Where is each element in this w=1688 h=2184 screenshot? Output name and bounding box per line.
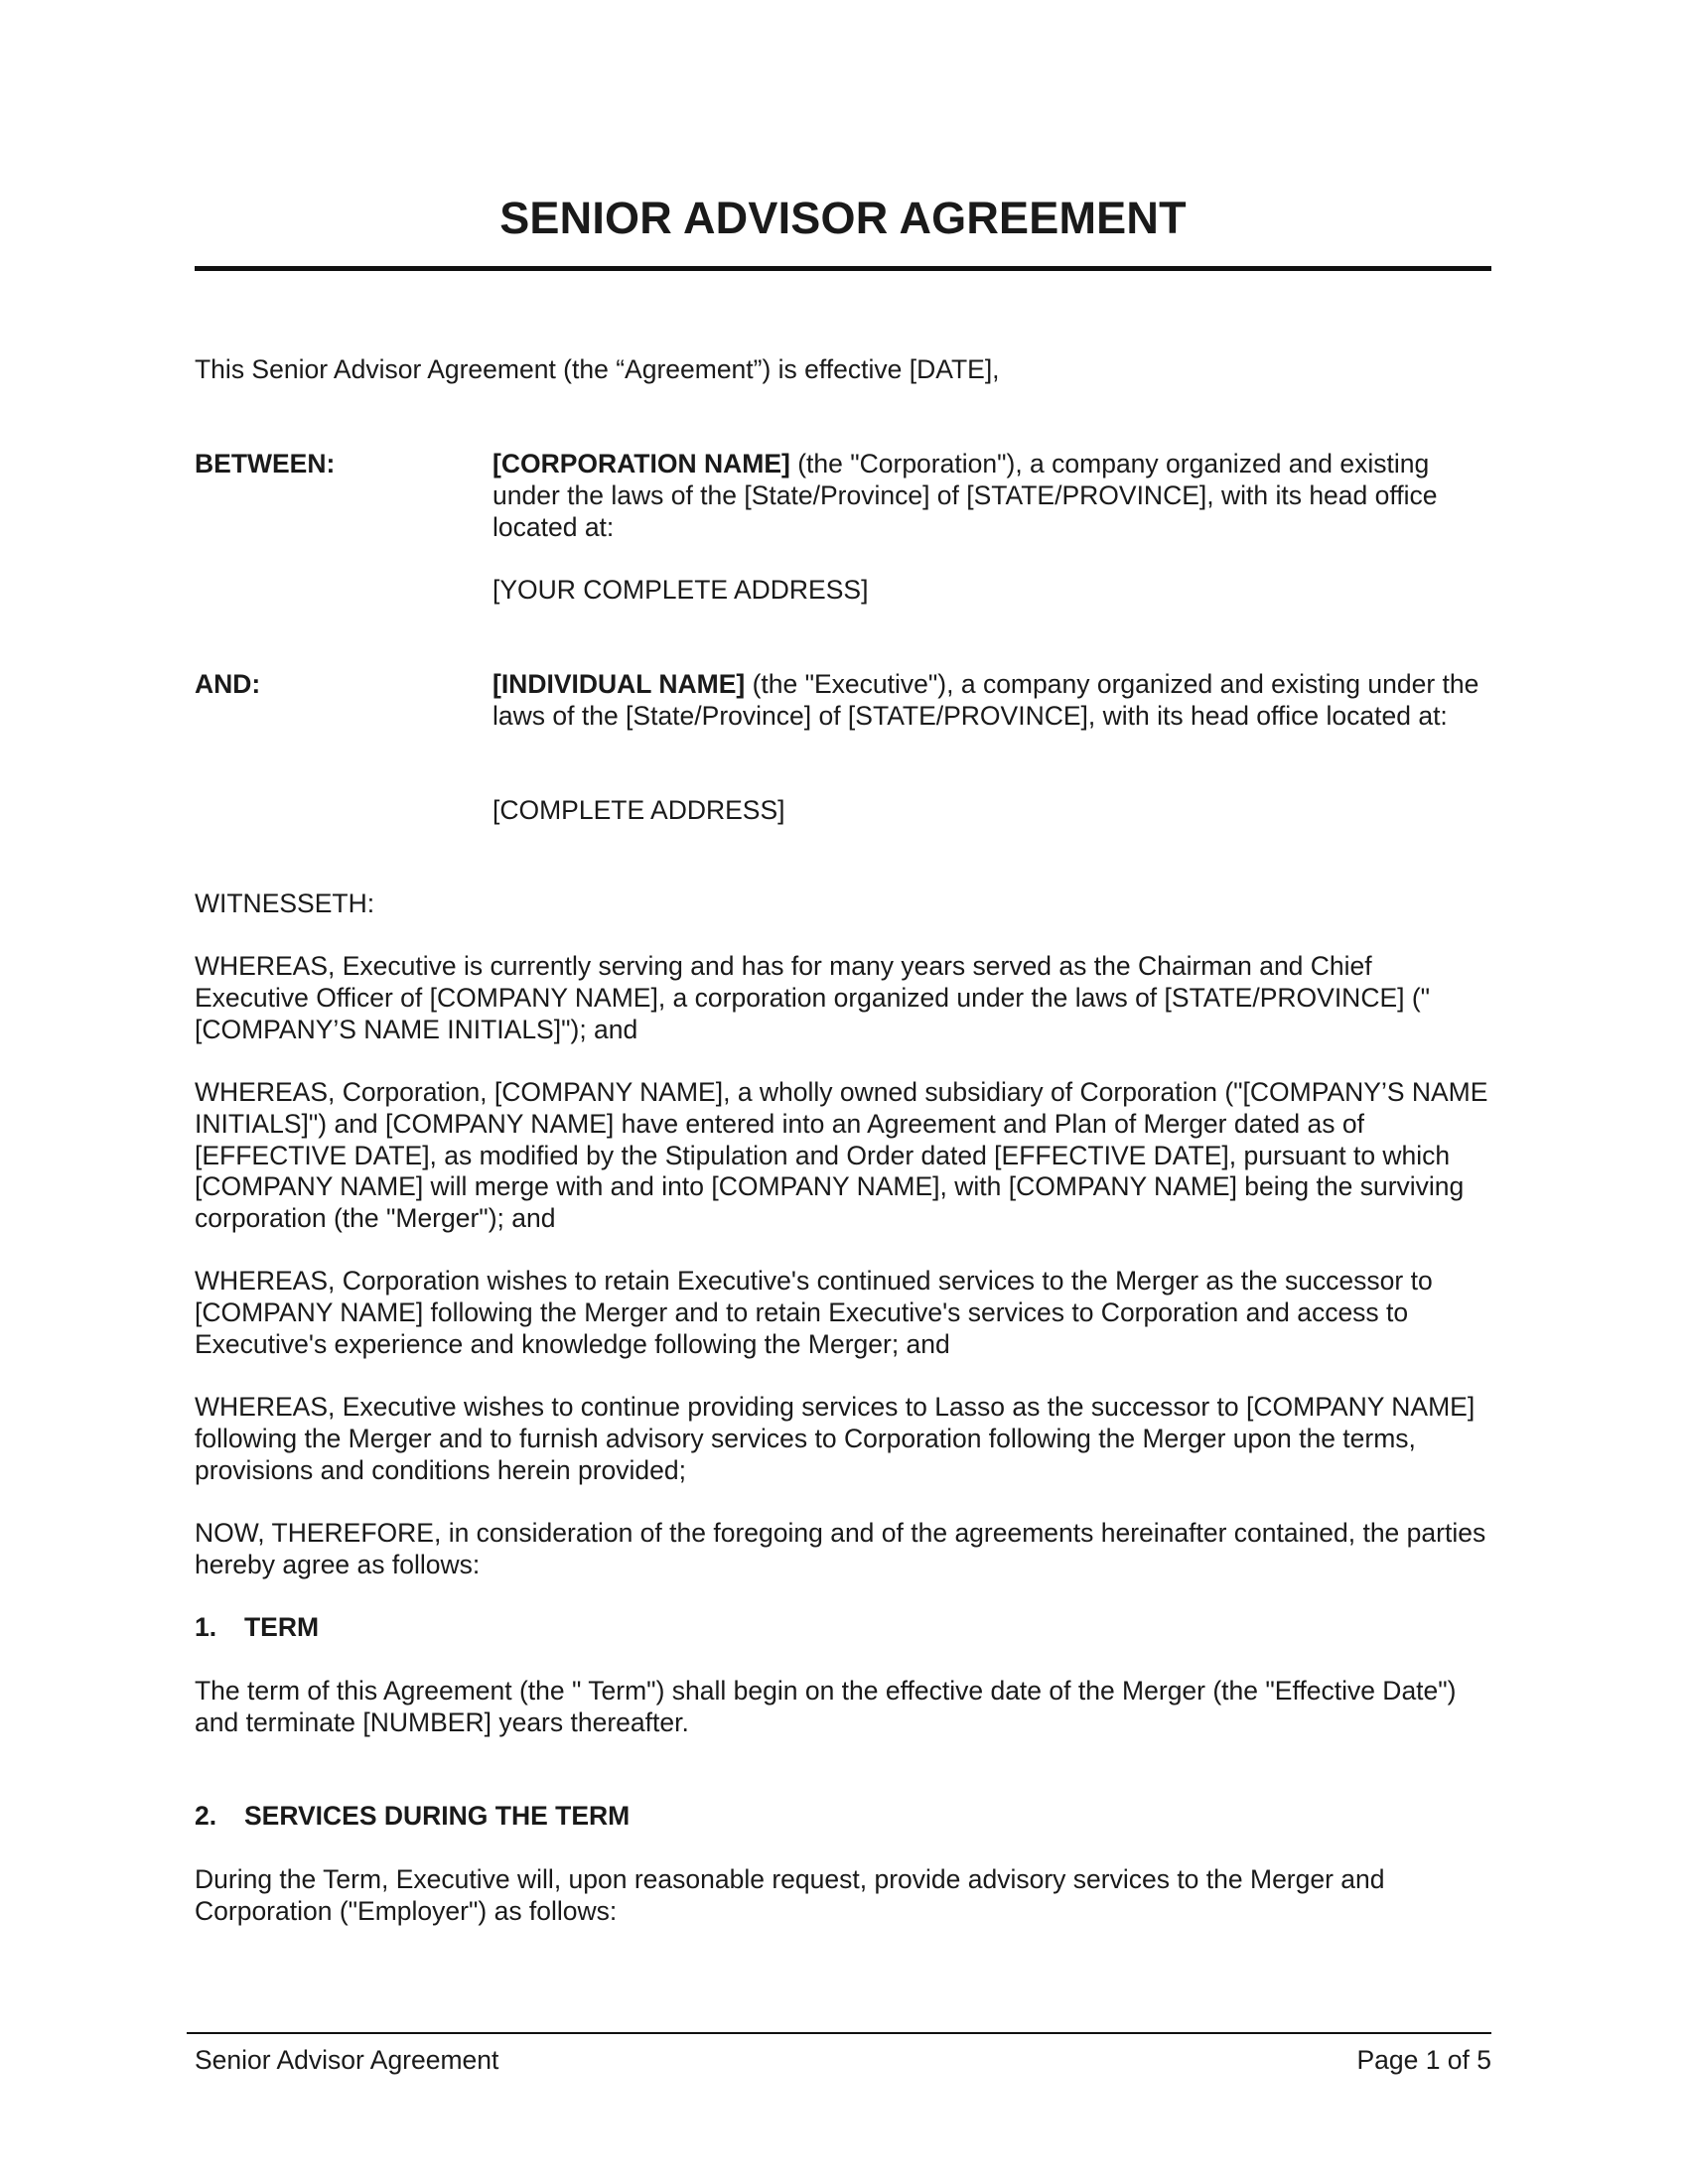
intro-paragraph <box>195 354 1491 386</box>
recital-text: WHEREAS, Corporation wishes to retain Executive's continued services to the Merger as the successor to [COMPANY NAME] following the Merger and to retain Executive's services to Corporation and access to Executive's experience and knowledge following the Merger; and <box>195 1266 1433 1359</box>
witnesseth <box>195 888 1491 920</box>
recital-paragraph <box>195 1518 1491 1581</box>
section-number: 1. <box>195 1612 217 1642</box>
section-number: 2. <box>195 1801 217 1831</box>
party-label: AND: <box>195 669 261 699</box>
party-address: [COMPLETE ADDRESS] <box>492 795 785 825</box>
party-description <box>492 669 1491 733</box>
footer-divider <box>187 2032 1491 2034</box>
footer-page-number: Page 1 of 5 <box>1356 2045 1491 2075</box>
recital-paragraph <box>195 1077 1491 1235</box>
recital-text: WHEREAS, Executive wishes to continue providing services to Lasso as the successor to [COMPANY NAME] following the Merger and to furnish advisory services to Corporation following the Merger upon the terms, provisions and conditions herein provided; <box>195 1392 1476 1485</box>
party-name: [CORPORATION NAME] <box>492 449 790 478</box>
party-description-text: (the "Corporation"), a company organized and existing under the laws of the [State/Province] of [STATE/PROVINCE], with its head office located at: <box>492 449 1438 542</box>
section-text: The term of this Agreement (the " Term") shall begin on the effective date of the Merger (the "Effective Date") and terminate [NUMBER] years thereafter. <box>195 1676 1457 1737</box>
witnesseth-text: WITNESSETH: <box>195 888 375 918</box>
section-title: SERVICES DURING THE TERM <box>244 1801 631 1831</box>
party-description-text: (the "Executive"), a company organized and existing under the laws of the [State/Province] of [STATE/PROVINCE], with its head office located at: <box>492 669 1479 731</box>
title-underline <box>195 266 1491 271</box>
party-address: [YOUR COMPLETE ADDRESS] <box>492 575 869 605</box>
footer-document-name: Senior Advisor Agreement <box>195 2045 499 2075</box>
recital-text: WHEREAS, Executive is currently serving and has for many years served as the Chairman and Chief Executive Officer of [COMPANY NAME], a corporation organized under the laws of [STATE/PROVINCE] ("[COMPANY’S NAME INITIALS]"); and <box>195 951 1431 1044</box>
party-name: [INDIVIDUAL NAME] <box>492 669 746 699</box>
section-paragraph <box>195 1676 1491 1739</box>
document-title: SENIOR ADVISOR AGREEMENT <box>499 193 1187 243</box>
recital-paragraph <box>195 1392 1491 1486</box>
recital-text: WHEREAS, Corporation, [COMPANY NAME], a wholly owned subsidiary of Corporation ("[COMPANY’S NAME INITIALS]") and [COMPANY NAME] have entered into an Agreement and Plan of Merger dated as of [EFFECTIVE DATE], as modified by the Stipulation and Order dated [EFFECTIVE DATE], pursuant to which [COMPANY NAME] will merge with and into [COMPANY NAME], with [COMPANY NAME] being the surviving corporation (the "Merger"); and <box>195 1077 1488 1234</box>
recital-paragraph <box>195 1266 1491 1360</box>
recital-text: NOW, THEREFORE, in consideration of the foregoing and of the agreements hereinafter contained, the parties hereby agree as follows: <box>195 1518 1486 1579</box>
section-heading <box>195 1612 319 1644</box>
section-text: During the Term, Executive will, upon reasonable request, provide advisory services to the Merger and Corporation ("Employer") as follows: <box>195 1864 1385 1926</box>
intro-text: This Senior Advisor Agreement (the “Agreement”) is effective [DATE], <box>195 354 1000 384</box>
section-title: TERM <box>244 1612 320 1642</box>
section-heading <box>195 1801 630 1833</box>
recital-paragraph <box>195 951 1491 1045</box>
party-description <box>492 449 1491 543</box>
party-label: BETWEEN: <box>195 449 336 478</box>
section-paragraph <box>195 1864 1491 1928</box>
